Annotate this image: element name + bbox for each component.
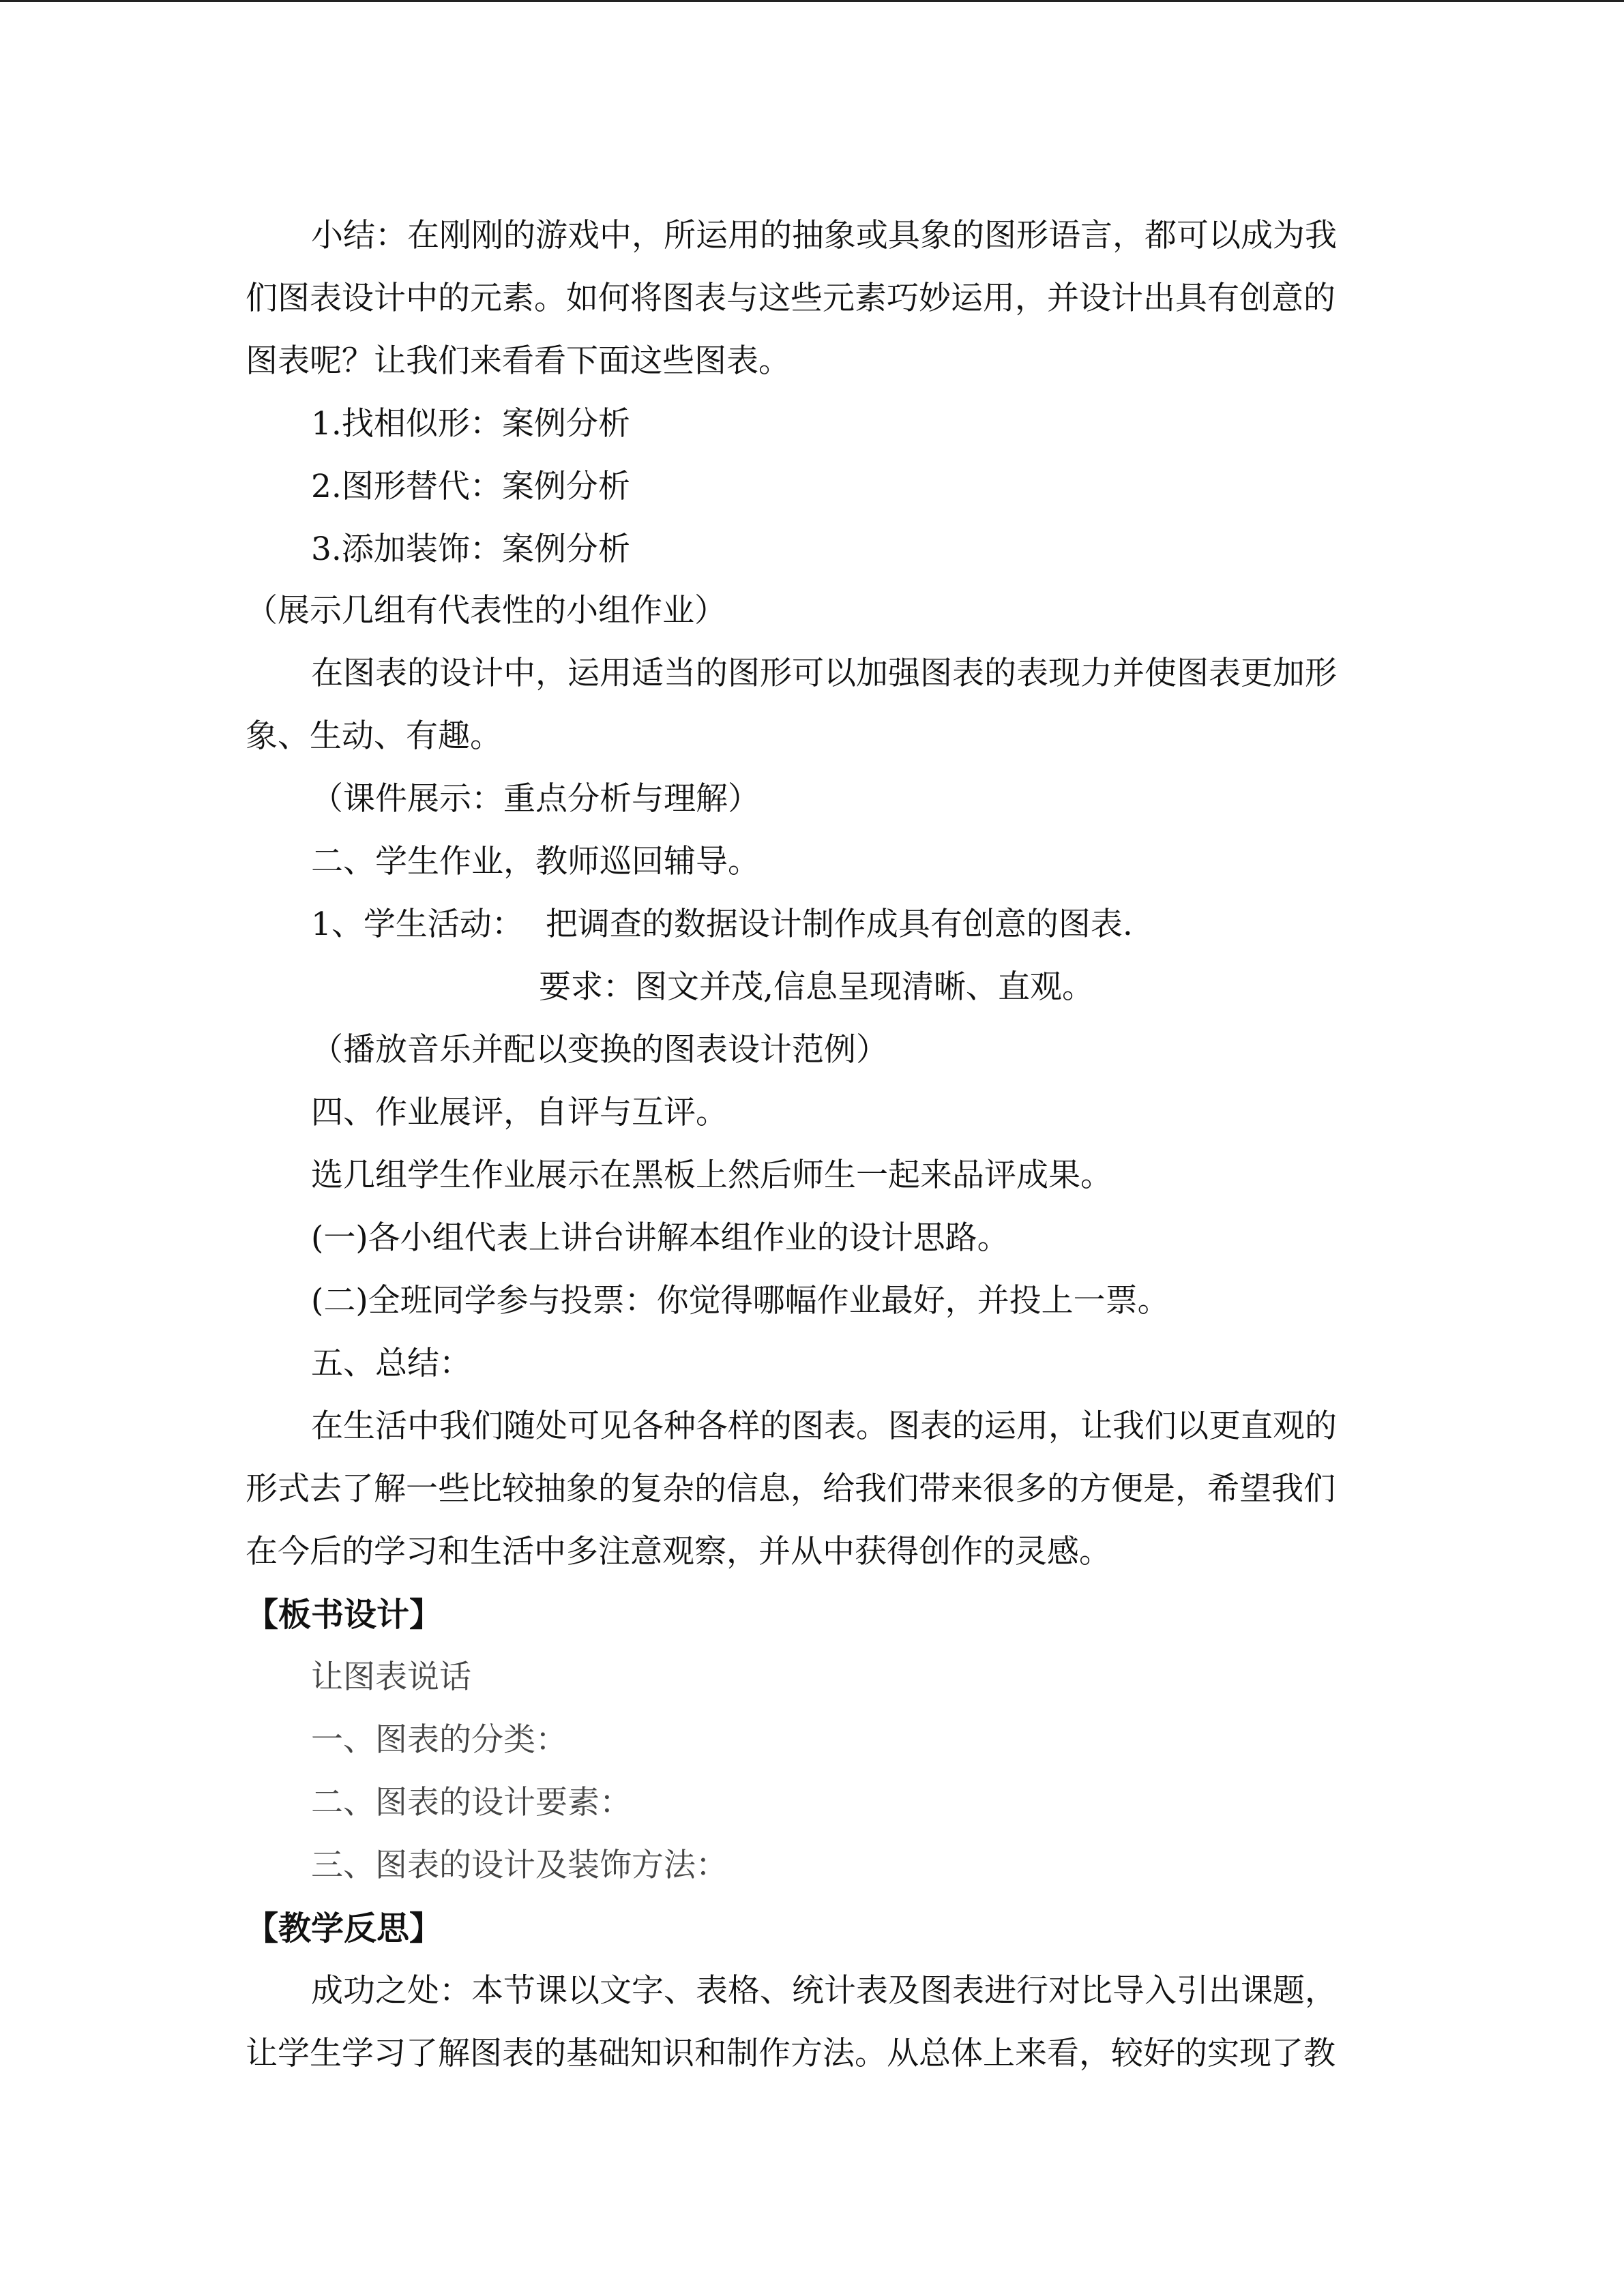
section-four-heading: 四、作业展评，自评与互评。 [311,1094,728,1131]
activity-text: 把调查的数据设计制作成具有创意的图表. [545,906,1133,943]
select-groups-line: 选几组学生作业展示在黑板上然后师生一起来品评成果。 [311,1157,1112,1194]
courseware-note: （课件展示：重点分析与理解） [311,780,760,818]
board-point-2: 二、图表的设计要素： [311,1784,632,1821]
board-point-3: 三、图表的设计及装饰方法： [311,1847,728,1884]
section-two-heading: 二、学生作业，教师巡回辅导。 [311,843,760,880]
list-item-1: 1.找相似形：案例分析 [311,405,630,443]
requirement-line: 要求：图文并茂,信息呈现清晰、直观。 [539,968,1094,1006]
design-line-1: 在图表的设计中，运用适当的图形可以加强图表的表现力并使图表更加形 [311,655,1337,692]
student-activity-line [311,893,1133,956]
list-item-2: 2.图形替代：案例分析 [311,468,630,505]
board-title: 让图表说话 [311,1658,471,1696]
section-five-heading: 五、总结： [311,1345,471,1382]
sub-item-1: (一)各小组代表上讲台讲解本组作业的设计思路。 [311,1219,1009,1257]
reflection-heading: 【教学反思】 [246,1909,443,1948]
activity-label: 1、学生活动： [311,906,524,943]
list-item-3: 3.添加装饰：案例分析 [311,531,630,568]
board-point-1: 一、图表的分类： [311,1721,567,1759]
conclusion-line-3: 在今后的学习和生活中多注意观察，并从中获得创作的灵感。 [246,1533,1111,1570]
reflection-line-2: 让学生学习了解图表的基础知识和制作方法。从总体上来看，较好的实现了教 [246,2035,1335,2072]
conclusion-line-1: 在生活中我们随处可见各种各样的图表。图表的运用，让我们以更直观的 [311,1407,1337,1445]
reflection-line-1: 成功之处：本节课以文字、表格、统计表及图表进行对比导入引出课题， [311,1972,1337,2010]
page-top-border [0,0,1624,2]
sub-item-2: (二)全班同学参与投票：你觉得哪幅作业最好，并投上一票。 [311,1282,1170,1320]
board-design-heading: 【板书设计】 [246,1596,443,1634]
show-groups-note: （展示几组有代表性的小组作业） [246,592,726,629]
summary-line-2: 们图表设计中的元素。如何将图表与这些元素巧妙运用，并设计出具有创意的 [246,280,1335,317]
summary-line-3: 图表呢？让我们来看看下面这些图表。 [246,342,791,380]
conclusion-line-2: 形式去了解一些比较抽象的复杂的信息，给我们带来很多的方便是，希望我们 [246,1470,1335,1508]
design-line-2: 象、生动、有趣。 [246,717,502,755]
music-note: （播放音乐并配以变换的图表设计范例） [311,1031,888,1069]
summary-line-1: 小结：在刚刚的游戏中，所运用的抽象或具象的图形语言，都可以成为我 [311,217,1337,254]
